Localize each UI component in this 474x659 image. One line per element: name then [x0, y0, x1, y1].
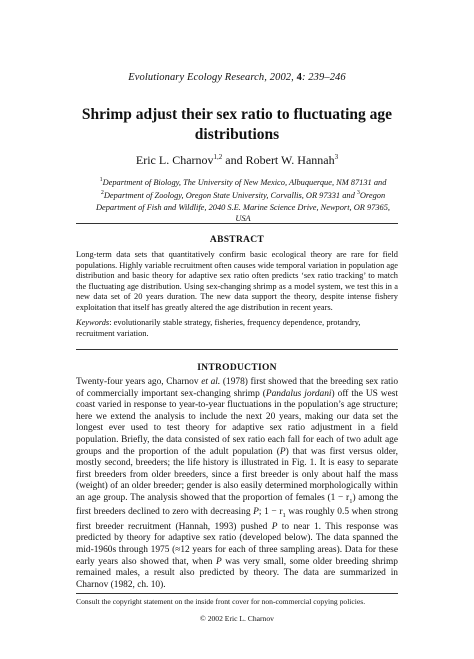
intro-segment: et al. [201, 377, 221, 387]
footnote-rule [76, 593, 398, 594]
intro-segment: Pandalus jordani [265, 388, 332, 399]
abstract-top-rule [76, 223, 398, 224]
author-line [0, 153, 474, 168]
keywords-label: Keywords [76, 318, 110, 327]
affiliations [90, 175, 396, 225]
intro-segment: to near 1. This response was predicted by theory for adaptive sex ratio (developed below). The data spanned the mid-1960s through 1975 (≈12 years for each of three sampling areas). Data for these early years also showed that, when [76, 521, 398, 567]
intro-segment: P [215, 556, 222, 567]
author-2: Robert W. Hannah [245, 153, 335, 167]
journal-pages: : 239–246 [301, 72, 346, 83]
intro-segment: ; 1 − r [258, 507, 283, 518]
affil-3: Oregon Department of Fish and Wildlife, 2040 S.E. Marine Science Drive, Newport, OR 97365, USA [95, 191, 390, 224]
introduction-heading: INTRODUCTION [197, 363, 277, 373]
intro-segment: ) off the US west coast varied in response to year-to-year fluctuations in the population’s age structure; here we extend the analysis to include the next 20 years, making our data set the longest ever used to test theory for adaptive sex ratio adjustment in a field population. Briefly, the data consisted of sex ratio each fall for each of two adult age groups and the proportion of the adult population ( [76, 388, 398, 457]
affil-2: Department of Zoology, Oregon State University, Corvallis, OR 97331 and [103, 191, 357, 201]
intro-segment: Twenty-four years ago, Charnov [76, 377, 202, 387]
copyright-line: © 2002 Eric L. Charnov [200, 614, 274, 623]
author-connector: and [222, 153, 246, 167]
keywords [76, 318, 398, 339]
abstract-heading: ABSTRACT [209, 235, 265, 245]
intro-segment: P [279, 446, 286, 457]
intro-segment: (1978) first showed that the breeding sex ratio of commercially important sex-changing shrimp ( [76, 377, 399, 399]
journal-name: Evolutionary Ecology Research [128, 72, 265, 83]
affil-2-mark: 2 [100, 190, 104, 197]
intro-segment: 1 [282, 512, 286, 520]
abstract-text: Long-term data sets that quantitatively confirm basic ecological theory are rare for field populations. Highly variable recruitment often causes wide temporal variation in population age distribution and basic theory for adaptive sex ratio often predicts ‘sex ratio tracking’ to match the fluctuating age distribution. Using sex-changing shrimp as a model system, we test this in a new data set of 20 years duration. The new data support the theory, despite intense fishery exploitation that itself has greatly altered the age distribution in recent years. [76, 250, 398, 312]
author-1: Eric L. Charnov [135, 153, 214, 167]
affil-3-mark: 3 [356, 190, 360, 197]
affil-1: Department of Biology, The University of New Mexico, Albuquerque, NM 87131 and [102, 177, 387, 187]
intro-segment: 1 [349, 497, 353, 505]
intro-segment: was roughly 0.5 when strong first breeder recruitment (Hannah, 1993) pushed [76, 507, 399, 532]
intro-segment: ) that was first versus older, mostly second, breeders; the life history is illustrated in Fig. 1. It is easy to separate first breeders from older breeders, since a first breeder is only about half the mass (weight) of an older breeder; gender is also easily determined morphologically within an age group. The analysis showed that the proportion of females (1 − r [76, 446, 398, 503]
paper-title: Shrimp adjust their sex ratio to fluctuating age distributions [81, 106, 393, 143]
intro-segment: P [271, 521, 278, 532]
author-1-affil: 1,2 [213, 153, 223, 161]
author-2-affil: 3 [334, 153, 339, 161]
footnote-copyright-policy: Consult the copyright statement on the inside front cover for non-commercial copying policies. [76, 597, 366, 606]
intro-segment: P [253, 507, 259, 518]
affil-1-mark: 1 [99, 177, 103, 183]
journal-volume: 4 [296, 72, 302, 83]
intro-segment: was very small, some older breeding shrimp remained males, a result also predicted by theory. The data are summarized in Charnov (1982, ch. 10). [76, 556, 398, 590]
keywords-text: : evolutionarily stable strategy, fisheries, frequency dependence, protandry, recruitment variation. [76, 318, 361, 338]
intro-segment: ) among the first breeders declined to zero with decreasing [76, 492, 399, 518]
journal-year: , 2002, [264, 72, 297, 83]
journal-citation [0, 72, 474, 83]
abstract-bottom-rule [76, 349, 398, 350]
introduction-paragraph [76, 377, 398, 591]
